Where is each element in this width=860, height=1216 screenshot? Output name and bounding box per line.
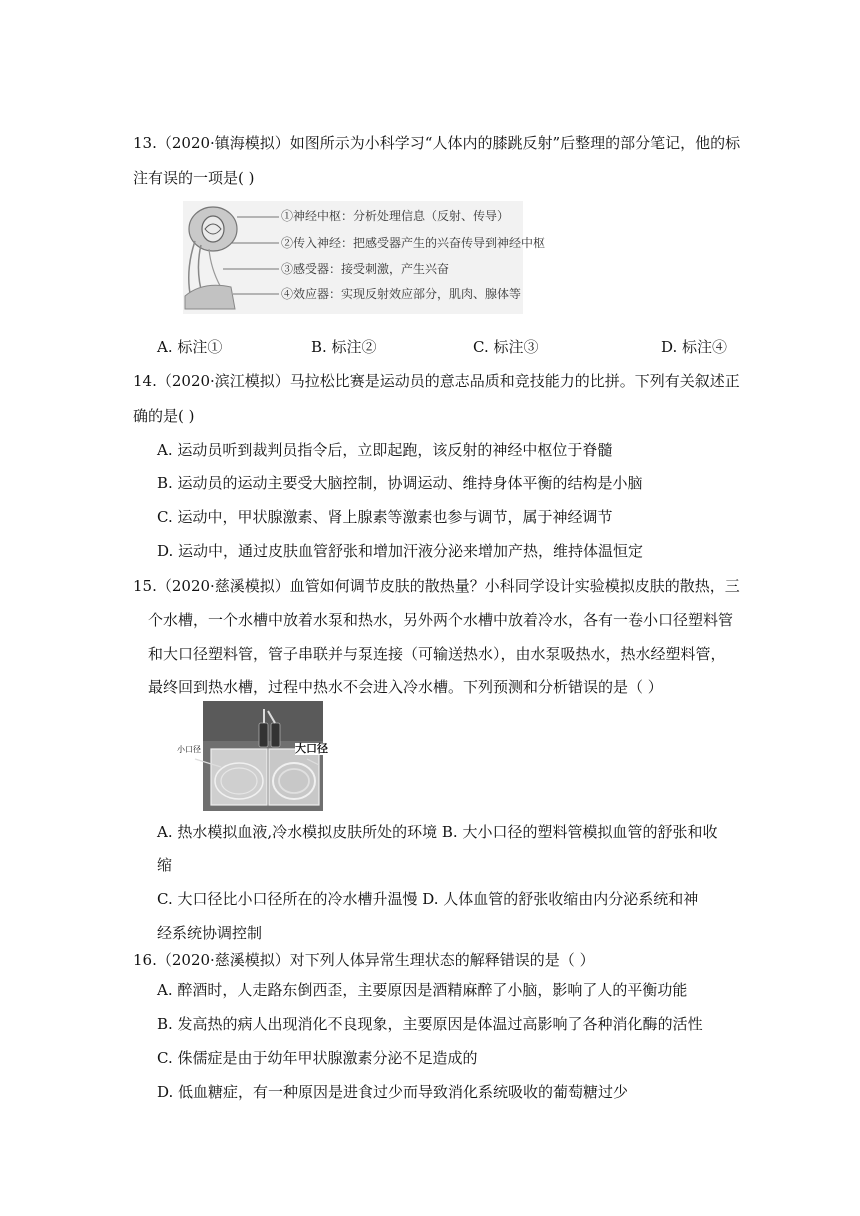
note-3: ③感受器：接受刺激，产生兴奋 (281, 262, 450, 276)
q13-stem-line1: 13.（2020·镇海模拟）如图所示为小科学习“人体内的膝跳反射”后整理的部分笔记，他的标 (133, 134, 741, 152)
q13-stem-line2: 注有误的一项是( ) (133, 169, 255, 187)
q15-stem-line2: 个水槽，一个水槽中放着水泵和热水，另外两个水槽中放着冷水，各有一卷小口径塑料管 (148, 611, 734, 629)
q16-option-d: D. 低血糖症，有一种原因是进食过少而导致消化系统吸收的葡萄糖过少 (157, 1083, 629, 1101)
q16-option-a: A. 醉酒时，人走路东倒西歪，主要原因是酒精麻醉了小脑，影响了人的平衡功能 (157, 981, 688, 999)
note-4: ④效应器：实现反射效应部分，肌肉、腺体等 (281, 287, 522, 301)
q16-option-c: C. 侏儒症是由于幼年甲状腺激素分泌不足造成的 (157, 1049, 478, 1067)
water-tank-experiment-photo (171, 701, 341, 811)
q14-option-d: D. 运动中，通过皮肤血管舒张和增加汗液分泌来增加产热，维持体温恒定 (157, 542, 644, 560)
q13-option-d: D. 标注④ (661, 338, 728, 356)
q15-options-line2: 缩 (157, 856, 173, 874)
q14-stem-line2: 确的是( ) (133, 407, 195, 425)
q14-stem-line1: 14.（2020·滨江模拟）马拉松比赛是运动员的意志品质和竞技能力的比拼。下列有关叙述正 (133, 372, 740, 390)
q14-option-a: A. 运动员听到裁判员指令后，立即起跑，该反射的神经中枢位于脊髓 (157, 441, 613, 459)
q16-option-b: B. 发高热的病人出现消化不良现象，主要原因是体温过高影响了各种消化酶的活性 (157, 1015, 703, 1033)
q15-options-line3: C. 大口径比小口径所在的冷水槽升温慢 D. 人体血管的舒张收缩由内分泌系统和神 (157, 890, 699, 908)
note-1: ①神经中枢：分析处理信息（反射、传导） (281, 209, 510, 223)
experiment-photo-illustration (171, 701, 341, 811)
q14-option-b: B. 运动员的运动主要受大脑控制，协调运动、维持身体平衡的结构是小脑 (157, 474, 643, 492)
q15-stem-line4: 最终回到热水槽，过程中热水不会进入冷水槽。下列预测和分析错误的是（ ） (148, 678, 663, 696)
q14-option-c: C. 运动中，甲状腺激素、肾上腺素等激素也参与调节，属于神经调节 (157, 508, 613, 526)
q15-options-line4: 经系统协调控制 (157, 924, 263, 942)
reflex-notes-figure (183, 201, 546, 314)
q13-option-a: A. 标注① (157, 338, 223, 356)
q15-stem-line1: 15.（2020·慈溪模拟）血管如何调节皮肤的散热量？小科同学设计实验模拟皮肤的散热，三 (133, 577, 740, 595)
q13-option-c: C. 标注③ (473, 338, 539, 356)
q15-stem-line3: 和大口径塑料管，管子串联并与泵连接（可输送热水），由水泵吸热水，热水经塑料管， (148, 645, 726, 663)
q13-option-b: B. 标注② (311, 338, 377, 356)
label-small-bore: 小口径 (177, 745, 201, 754)
q15-options-line1: A. 热水模拟血液,冷水模拟皮肤所处的环境 B. 大小口径的塑料管模拟血管的舒张和收 (157, 823, 718, 841)
note-2: ②传入神经：把感受器产生的兴奋传导到神经中枢 (281, 236, 546, 250)
label-large-bore: 大口径 (295, 742, 328, 755)
q16-stem: 16.（2020·慈溪模拟）对下列人体异常生理状态的解释错误的是（ ） (133, 951, 595, 969)
